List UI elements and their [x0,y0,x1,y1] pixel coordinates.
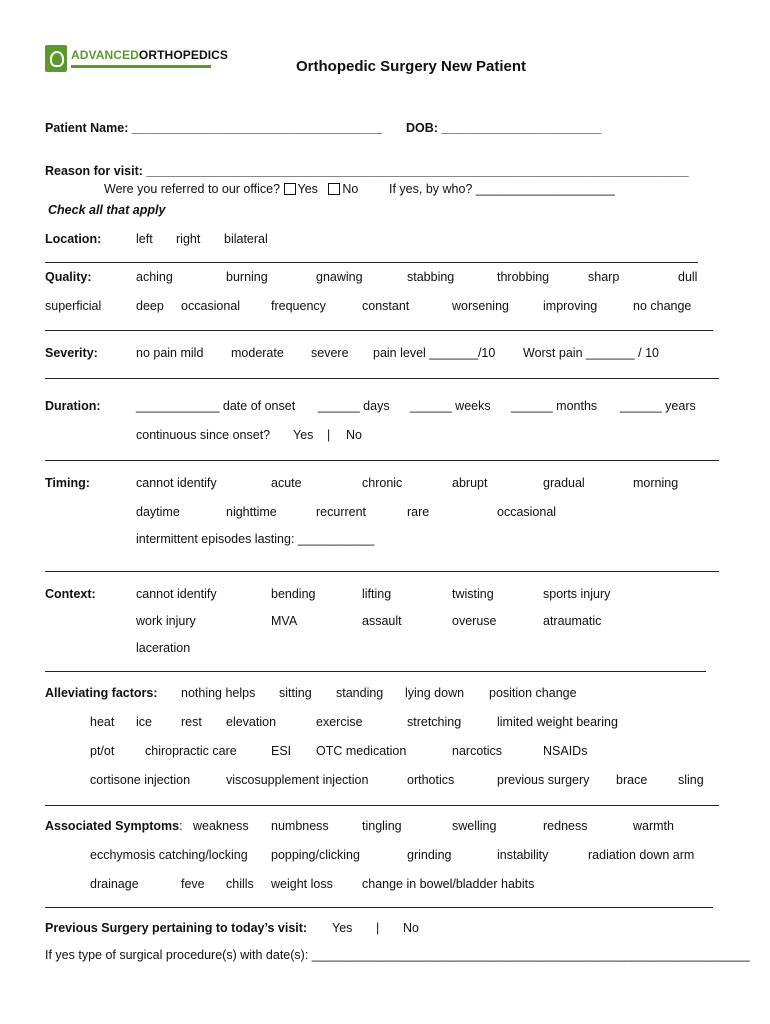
duration-months-field[interactable]: ______ months [511,399,598,413]
alleviating-option[interactable]: OTC medication [316,744,407,758]
alleviating-option[interactable]: position change [489,686,577,700]
symptom-option[interactable]: instability [497,848,549,862]
timing-option[interactable]: acute [271,476,302,490]
duration-weeks-field[interactable]: ______ weeks [410,399,491,413]
quality-option[interactable]: worsening [452,299,509,313]
divider [45,378,719,379]
alleviating-option[interactable]: chiropractic care [145,744,237,758]
divider [45,460,719,461]
quality-option[interactable]: sharp [588,270,620,284]
severity-option[interactable]: no pain mild [136,346,204,360]
referral-question [104,182,358,196]
timing-option[interactable]: chronic [362,476,403,490]
timing-option[interactable]: daytime [136,505,180,519]
advanced-orthopedics-logo [45,45,229,73]
surgical-procedure-field[interactable]: If yes type of surgical procedure(s) with date(s): _______________________________________________________________ [45,948,750,962]
context-option[interactable]: sports injury [543,587,611,601]
location-option[interactable]: left [136,232,153,246]
quality-option[interactable]: aching [136,270,173,284]
alleviating-option[interactable]: ice [136,715,152,729]
quality-option[interactable]: dull [678,270,698,284]
alleviating-option[interactable]: stretching [407,715,462,729]
dob-field[interactable]: DOB: _______________________ [406,121,602,135]
severity-option[interactable]: moderate [231,346,284,360]
associated-symptoms-label: Associated Symptoms: [45,819,183,833]
referred-no-label: No [342,182,359,196]
referred-yes-label: Yes [297,182,318,196]
context-option[interactable]: assault [362,614,402,628]
divider [45,907,713,908]
quality-option[interactable]: occasional [181,299,241,313]
severity-option[interactable]: severe [311,346,349,360]
referred-no-checkbox[interactable] [328,183,340,195]
timing-option[interactable]: cannot identify [136,476,217,490]
quality-option[interactable]: superficial [45,299,102,313]
continuous-yes-option[interactable]: Yes [293,428,314,442]
context-option[interactable]: atraumatic [543,614,602,628]
alleviating-option[interactable]: previous surgery [497,773,590,787]
alleviating-option[interactable]: exercise [316,715,363,729]
symptom-option[interactable]: numbness [271,819,329,833]
alleviating-option[interactable]: standing [336,686,384,700]
location-option[interactable]: bilateral [224,232,268,246]
alleviating-option[interactable]: lying down [405,686,465,700]
alleviating-option[interactable]: orthotics [407,773,455,787]
alleviating-option[interactable]: ESI [271,744,292,758]
referral-label: Were you referred to our office? [104,182,281,196]
duration-days-field[interactable]: ______ days [318,399,390,413]
continuous-question: continuous since onset? [136,428,271,442]
referred-by-field[interactable]: If yes, by who? ____________________ [389,182,615,196]
quality-option[interactable]: stabbing [407,270,455,284]
alleviating-option[interactable]: sitting [279,686,312,700]
alleviating-option[interactable]: sling [678,773,704,787]
context-option[interactable]: bending [271,587,316,601]
duration-label: Duration: [45,399,101,413]
alleviating-option[interactable]: rest [181,715,202,729]
alleviating-option[interactable]: NSAIDs [543,744,588,758]
alleviating-option[interactable]: limited weight bearing [497,715,618,729]
quality-option[interactable]: gnawing [316,270,363,284]
context-option[interactable]: work injury [136,614,196,628]
symptom-option[interactable]: redness [543,819,588,833]
timing-option[interactable]: nighttime [226,505,277,519]
divider [45,262,698,263]
previous-surgery-no-option[interactable]: No [403,921,419,935]
context-option[interactable]: overuse [452,614,497,628]
symptom-option[interactable]: weakness [193,819,249,833]
pain-level-field[interactable]: pain level _______/10 [373,346,496,360]
symptom-option[interactable]: warmth [633,819,674,833]
symptom-option[interactable]: chills [226,877,254,891]
timing-option[interactable]: rare [407,505,430,519]
separator: | [327,428,331,442]
logo-text: ADVANCEDORTHOPEDICS [71,48,229,62]
timing-option[interactable]: gradual [543,476,585,490]
quality-option[interactable]: no change [633,299,692,313]
location-label: Location: [45,232,102,246]
context-option[interactable]: cannot identify [136,587,217,601]
quality-option[interactable]: constant [362,299,410,313]
symptom-option[interactable]: grinding [407,848,452,862]
quality-option[interactable]: frequency [271,299,326,313]
page-title: Orthopedic Surgery New Patient [296,58,527,75]
alleviating-factors-label: Alleviating factors: [45,686,158,700]
separator: | [376,921,380,935]
symptom-option[interactable]: swelling [452,819,497,833]
alleviating-option[interactable]: heat [90,715,115,729]
patient-name-field[interactable]: Patient Name: ____________________________________ [45,121,383,135]
alleviating-option[interactable]: pt/ot [90,744,115,758]
alleviating-option[interactable]: cortisone injection [90,773,191,787]
alleviating-option[interactable]: brace [616,773,648,787]
symptom-option[interactable]: ecchymosis catching/locking [90,848,248,862]
logo-underline [71,65,211,68]
check-all-instruction: Check all that apply [48,203,166,217]
symptom-option[interactable]: weight loss [271,877,333,891]
timing-option[interactable]: recurrent [316,505,367,519]
intermittent-episodes-field[interactable]: intermittent episodes lasting: ___________ [136,532,375,546]
timing-option[interactable]: abrupt [452,476,488,490]
date-of-onset-field[interactable]: ____________ date of onset [136,399,296,413]
symptom-option[interactable]: radiation down arm [588,848,695,862]
context-option[interactable]: twisting [452,587,494,601]
context-option[interactable]: laceration [136,641,191,655]
context-option[interactable]: lifting [362,587,392,601]
reason-for-visit-field[interactable]: Reason for visit: ______________________________________________________________________________ [45,164,689,178]
alleviating-option[interactable]: elevation [226,715,277,729]
timing-option[interactable]: morning [633,476,679,490]
previous-surgery-label: Previous Surgery pertaining to today’s visit: [45,921,308,935]
symptom-option[interactable]: popping/clicking [271,848,360,862]
previous-surgery-yes-option[interactable]: Yes [332,921,353,935]
quality-option[interactable]: throbbing [497,270,550,284]
alleviating-option[interactable]: nothing helps [181,686,256,700]
alleviating-option[interactable]: viscosupplement injection [226,773,369,787]
symptom-option[interactable]: feve [181,877,205,891]
continuous-no-option[interactable]: No [346,428,362,442]
quality-option[interactable]: improving [543,299,598,313]
referred-yes-checkbox[interactable] [284,183,296,195]
duration-years-field[interactable]: ______ years [620,399,696,413]
severity-label: Severity: [45,346,98,360]
timing-option[interactable]: occasional [497,505,557,519]
divider [45,571,719,572]
worst-pain-field[interactable]: Worst pain _______ / 10 [523,346,659,360]
quality-label: Quality: [45,270,92,284]
symptom-option[interactable]: change in bowel/bladder habits [362,877,535,891]
symptom-option[interactable]: tingling [362,819,402,833]
symptom-option[interactable]: drainage [90,877,139,891]
divider [45,805,719,806]
timing-label: Timing: [45,476,90,490]
divider [45,671,706,672]
logo-mark-icon [45,45,67,72]
location-option[interactable]: right [176,232,201,246]
alleviating-option[interactable]: narcotics [452,744,503,758]
divider [45,330,713,331]
context-label: Context: [45,587,96,601]
quality-option[interactable]: burning [226,270,268,284]
context-option[interactable]: MVA [271,614,298,628]
quality-option[interactable]: deep [136,299,164,313]
